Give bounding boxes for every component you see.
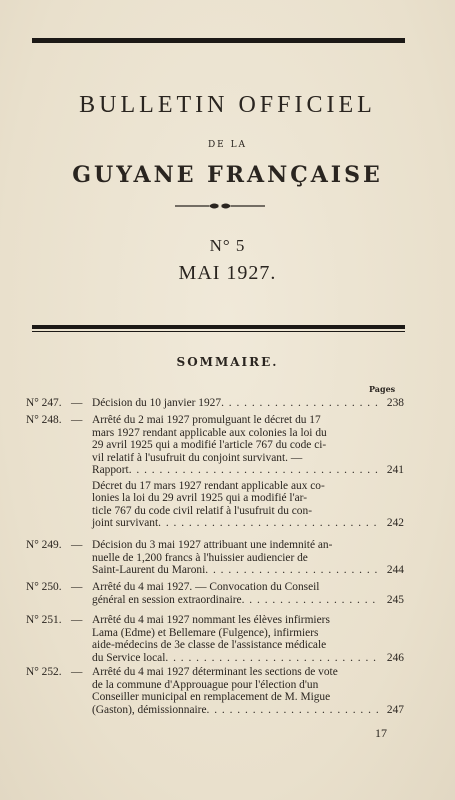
page-number: 241 <box>386 464 404 476</box>
entry-line: général en session extraordinaire <box>92 593 242 606</box>
entry-text <box>92 666 404 716</box>
entry-line: lonies la loi du 29 avril 1925 qui a modifié l'ar- <box>92 492 308 504</box>
entry-dash: — <box>71 581 83 593</box>
entry-number: N° 252. <box>26 666 62 678</box>
entry-paragraph <box>92 397 404 410</box>
dot-leader <box>129 464 380 477</box>
entry-number: N° 249. <box>26 539 62 551</box>
colony-title: GUYANE FRANÇAISE <box>72 162 383 188</box>
entry-line: vil relatif à l'usufruit du conjoint survivant. — <box>92 451 303 464</box>
entry-text <box>92 581 404 606</box>
entry-paragraph <box>92 480 404 530</box>
entry-line: mars 1927 rendant applicable aux colonies la loi du <box>92 426 327 439</box>
entry-text <box>92 397 404 410</box>
entry-line: Décret du 17 mars 1927 rendant applicable aux co- <box>92 479 325 492</box>
entry-dash: — <box>71 539 83 551</box>
page-number: 238 <box>386 397 404 409</box>
entry-dash: — <box>71 397 83 409</box>
issue-date: MAI 1927. <box>178 262 277 284</box>
entry-line: Conseiller municipal en remplacement de M. Migue <box>92 691 331 703</box>
entry-dash: — <box>71 666 83 678</box>
entry-paragraph <box>92 414 404 477</box>
entry-number: N° 248. <box>26 414 62 426</box>
entry-line: Arrêté du 2 mai 1927 promulguant le décret du 17 <box>92 414 321 426</box>
summary-heading: SOMMAIRE. <box>176 355 279 369</box>
entry-number: N° 250. <box>26 581 62 593</box>
entry-line: (Gaston), démissionnaire <box>92 703 207 716</box>
page-number: 244 <box>386 564 404 576</box>
dot-leader <box>165 652 380 665</box>
top-rule <box>32 38 405 43</box>
entry-text <box>92 539 404 577</box>
entry-line: Lama (Edme) et Bellemare (Fulgence), infirmiers <box>92 626 319 639</box>
entry-line: joint survivant <box>92 517 159 529</box>
title-connector: DE LA <box>207 140 248 150</box>
entry-line: Décision du 3 mai 1927 attribuant une indemnité an- <box>92 539 333 551</box>
entry-text <box>92 614 404 664</box>
page-number: 247 <box>386 703 404 716</box>
dot-leader <box>242 594 380 607</box>
dot-leader <box>221 397 380 410</box>
entry-line: Rapport <box>92 464 129 476</box>
entry-line: Saint-Laurent du Maroni <box>92 564 206 576</box>
entry-line: ticle 767 du code civil relatif à l'usufruit du con- <box>92 504 312 517</box>
middle-rule-thin <box>32 331 405 332</box>
page-number: 242 <box>386 517 404 529</box>
middle-rule-thick <box>32 325 405 329</box>
ornament-divider-icon <box>175 200 265 212</box>
bulletin-title: BULLETIN OFFICIEL <box>79 92 376 118</box>
entry-line: du Service local <box>92 651 166 664</box>
entry-text <box>92 414 404 530</box>
entry-number: N° 251. <box>26 614 62 626</box>
entry-line: Décision du 10 janvier 1927 <box>92 397 222 409</box>
dot-leader <box>205 564 380 577</box>
page-number: 245 <box>386 593 404 606</box>
page-number: 246 <box>386 651 404 664</box>
entry-line: de la commune d'Approuague pour l'élection d'un <box>92 678 319 691</box>
entry-paragraph <box>92 614 404 664</box>
dot-leader <box>207 704 380 717</box>
entry-paragraph <box>92 539 404 577</box>
entry-number: N° 247. <box>26 397 62 409</box>
issue-number: N° 5 <box>209 236 246 255</box>
page-folio: 17 <box>375 726 387 740</box>
entry-dash: — <box>71 414 83 426</box>
entry-paragraph <box>92 581 404 606</box>
entry-line: Arrêté du 4 mai 1927. — Convocation du Conseil <box>92 581 320 593</box>
entry-line: Arrêté du 4 mai 1927 nommant les élèves infirmiers <box>92 614 330 626</box>
entry-paragraph <box>92 666 404 716</box>
pages-column-label: Pages <box>369 384 396 394</box>
entry-dash: — <box>71 614 83 626</box>
entry-line: 29 avril 1925 qui a modifié l'article 767 du code ci- <box>92 439 327 451</box>
entry-line: Arrêté du 4 mai 1927 déterminant les sections de vote <box>92 666 338 678</box>
dot-leader <box>158 517 380 530</box>
entry-line: aide-médecins de 3e classe de l'assistance médicale <box>92 639 327 651</box>
entry-line: nuelle de 1,200 francs à l'huissier audiencier de <box>92 551 308 564</box>
